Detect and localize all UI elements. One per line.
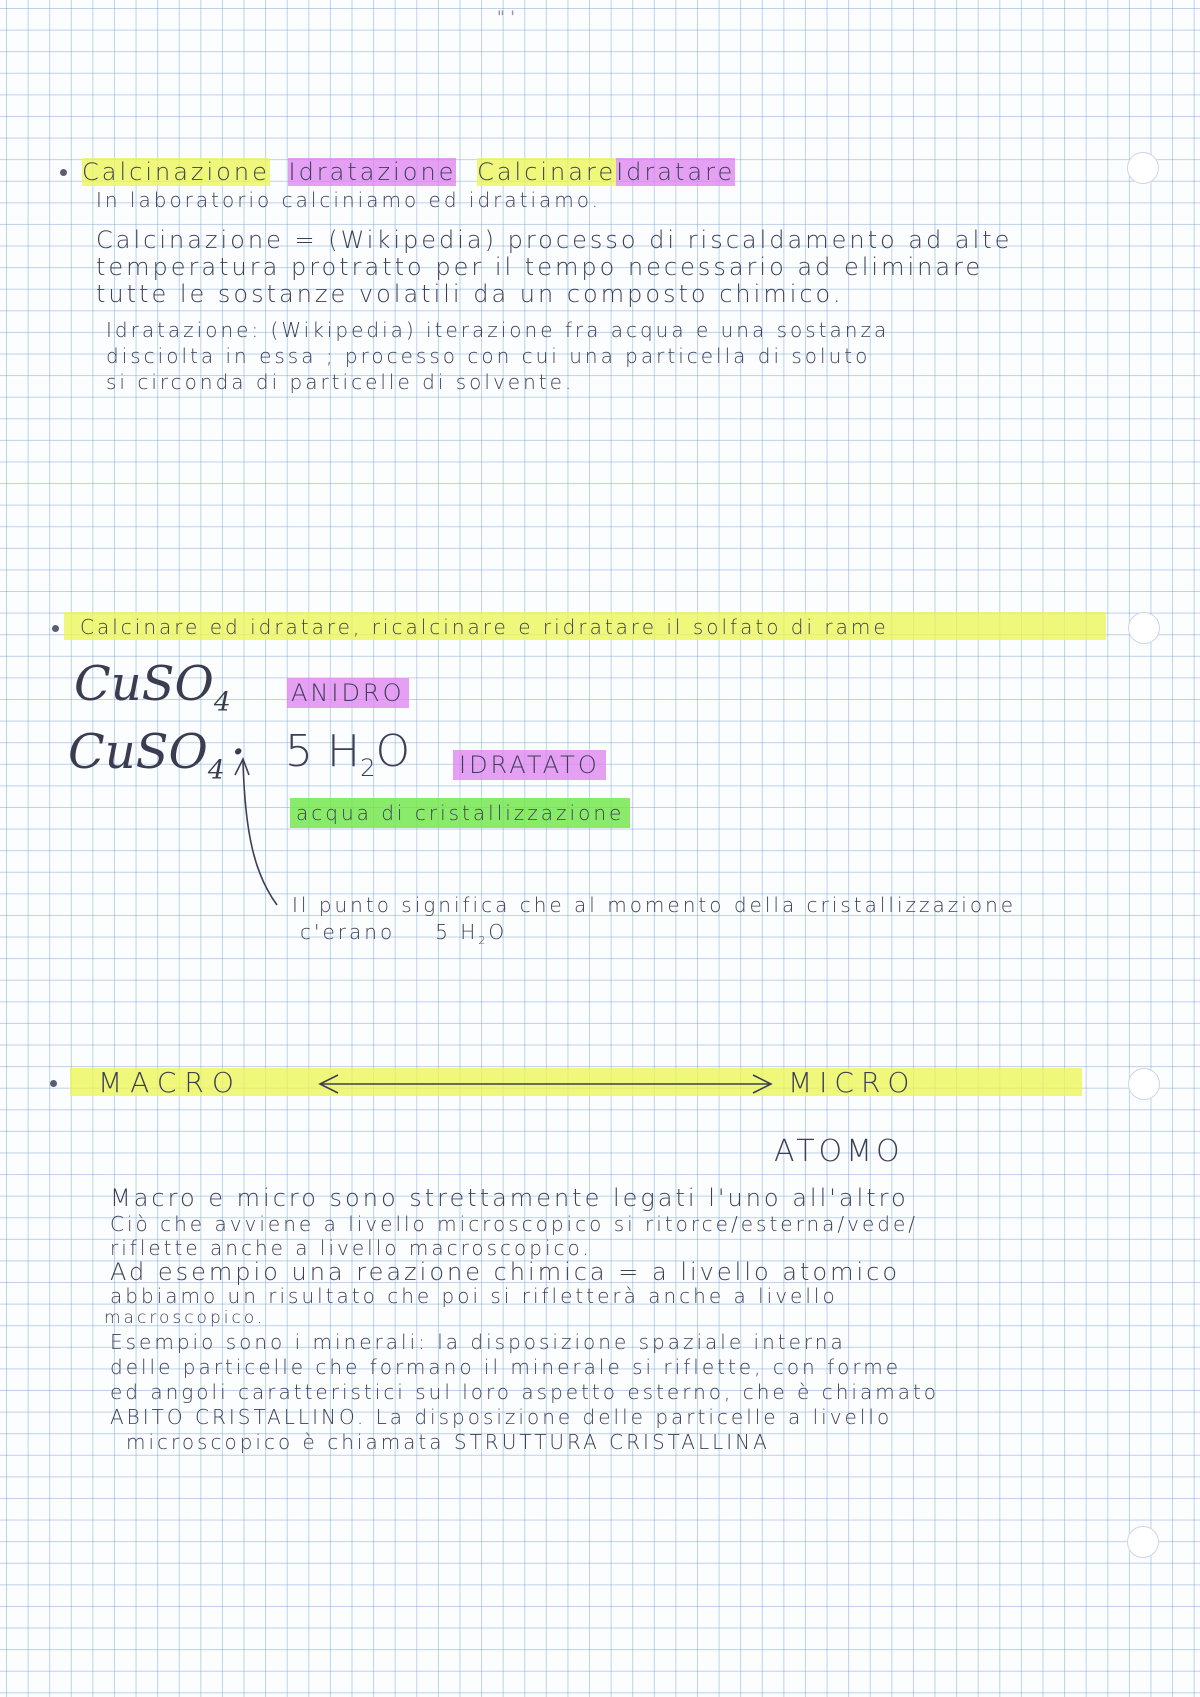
formula-subscript: 4 [207, 754, 225, 786]
section1-heading [82, 160, 735, 184]
paragraph-line: abbiamo un risultato che poi si rifletterà anche a livello [110, 1284, 838, 1308]
label-anidro: ANIDRO [287, 678, 409, 708]
bullet [60, 169, 67, 176]
water-o: O [375, 726, 411, 777]
paragraph-line: microscopico è chiamata STRUTTURA CRISTALLINA [126, 1430, 770, 1454]
heading-idratare: Idratare [616, 158, 736, 186]
paragraph-line: delle particelle che formano il minerale si riflette, con forme [110, 1355, 902, 1379]
paragraph-line: ed angoli caratteristici sul loro aspetto esterno, che è chiamato [110, 1380, 940, 1404]
note-line: Il punto significa che al momento della cristallizzazione [292, 893, 1017, 917]
calcinazione-def-line: tutte le sostanze volatili da un composto chimico. [96, 280, 844, 308]
label-acqua-cristallizzazione: acqua di cristallizzazione [290, 798, 630, 828]
note-formula-o: O [488, 920, 508, 944]
heading-calcinazione: Calcinazione [82, 158, 270, 186]
formula-subscript: 4 [213, 686, 231, 718]
calcinazione-def-line: temperatura protratto per il tempo necessario ad eliminare [96, 253, 984, 281]
heading-idratazione: Idratazione [288, 158, 457, 186]
idratazione-def-line: Idratazione: (Wikipedia) iterazione fra acqua e una sostanza [106, 318, 890, 342]
paragraph-line: riflette anche a livello macroscopico. [110, 1236, 592, 1260]
bullet [50, 1080, 57, 1087]
dot-symbol: · [230, 724, 246, 780]
paragraph-line: Esempio sono i minerali: la disposizione spaziale interna [110, 1330, 846, 1354]
paragraph-line: macroscopico. [104, 1308, 266, 1328]
top-mark: " ' [497, 8, 515, 28]
formula-text: CuSO [74, 656, 214, 712]
formula-cuso4-hydrated [68, 724, 246, 786]
idratazione-def-line: disciolta in essa ; processo con cui una particella di soluto [106, 344, 871, 368]
binder-hole [1128, 612, 1160, 644]
water-h: 5 H [285, 726, 361, 777]
section2-heading: Calcinare ed idratare, ricalcinare e ridratare il solfato di rame [80, 615, 889, 639]
formula-text: CuSO [68, 724, 208, 780]
formula-cuso4-anhydrous [74, 656, 231, 718]
idratazione-def-line: si circonda di particelle di solvente. [106, 370, 575, 394]
label-idratato: IDRATATO [453, 750, 606, 780]
note-line2 [300, 922, 507, 946]
note-formula-h: 5 H [435, 920, 479, 944]
label-macro: MACRO [98, 1066, 242, 1099]
binder-hole [1127, 152, 1159, 184]
label-atomo: ATOMO [774, 1134, 904, 1169]
heading-calcinare: Calcinare [477, 158, 617, 186]
double-arrow [316, 1072, 776, 1096]
pointer-arrow [225, 755, 285, 915]
binder-hole [1127, 1526, 1159, 1558]
paragraph-line: ABITO CRISTALLINO. La disposizione delle particelle a livello [110, 1405, 893, 1429]
binder-hole [1128, 1068, 1160, 1100]
paragraph-line: Macro e micro sono strettamente legati l'uno all'altro [110, 1184, 909, 1212]
note-formula-sub: 2 [478, 934, 489, 947]
bullet [52, 625, 59, 632]
paragraph-line: Ciò che avviene a livello microscopico si ritorce/esterna/vede/ [110, 1212, 919, 1236]
lab-line: In laboratorio calciniamo ed idratiamo. [96, 188, 601, 212]
water-subscript: 2 [360, 753, 376, 782]
paragraph-line: Ad esempio una reazione chimica = a livello atomico [110, 1258, 901, 1286]
note-cerano: c'erano [300, 920, 396, 944]
label-micro: MICRO [788, 1066, 917, 1099]
water-formula [285, 726, 411, 782]
calcinazione-def-line: Calcinazione = (Wikipedia) processo di riscaldamento ad alte [96, 226, 1013, 254]
